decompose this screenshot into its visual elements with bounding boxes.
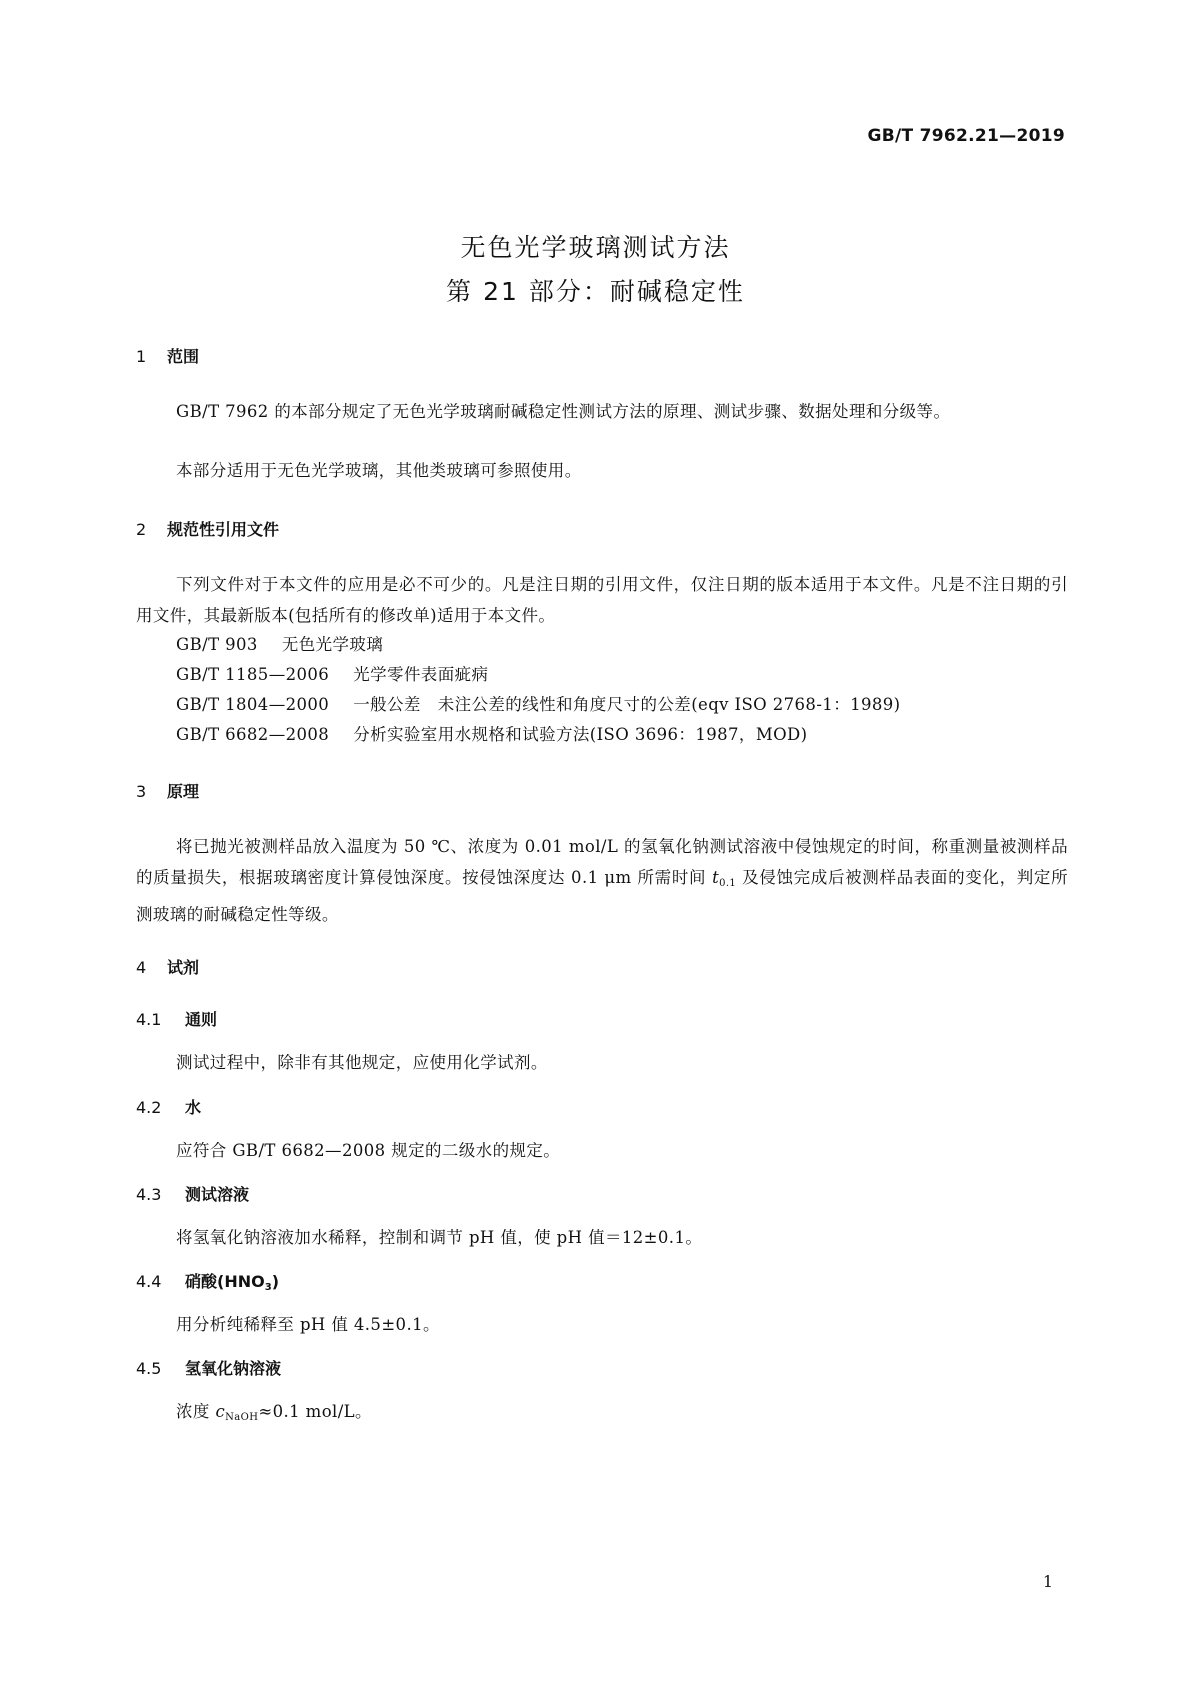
- section-number: 2: [136, 520, 147, 539]
- reference-title: 一般公差 未注公差的线性和角度尺寸的公差(eqv ISO 2768-1：1989): [353, 695, 901, 714]
- section-1-paragraph-2: 本部分适用于无色光学玻璃，其他类玻璃可参照使用。: [176, 461, 582, 480]
- document-subtitle: 第 21 部分：耐碱稳定性: [446, 277, 745, 306]
- subsection-title: 硝酸(: [185, 1272, 225, 1291]
- section-4-heading: [136, 955, 199, 978]
- subsection-4-2-text: 应符合 GB/T 6682—2008 规定的二级水的规定。: [176, 1141, 561, 1160]
- reference-code: GB/T 6682—2008: [176, 725, 330, 744]
- reference-item: [176, 691, 901, 715]
- section-title: 原理: [167, 782, 200, 801]
- section-number: 1: [136, 347, 147, 366]
- subsection-4-1-heading: [136, 1007, 217, 1030]
- section-number: 3: [136, 782, 147, 801]
- subsection-number: 4.2: [136, 1098, 162, 1117]
- document-title: 无色光学玻璃测试方法: [460, 233, 731, 262]
- reference-code: GB/T 1185—2006: [176, 665, 330, 684]
- reference-code: GB/T 1804—2000: [176, 695, 330, 714]
- reference-title: 分析实验室用水规格和试验方法(ISO 3696：1987，MOD): [353, 725, 808, 744]
- concentration-label: 浓度: [176, 1402, 216, 1421]
- subsection-4-5-heading: [136, 1356, 281, 1379]
- time-symbol-subscript: 0.1: [719, 878, 737, 889]
- section-title: 试剂: [167, 958, 200, 977]
- section-title: 规范性引用文件: [167, 520, 280, 539]
- section-number: 4: [136, 958, 147, 977]
- subsection-4-3-text: 将氢氧化钠溶液加水稀释，控制和调节 pH 值，使 pH 值＝12±0.1。: [176, 1228, 703, 1247]
- subsection-title-end: ): [271, 1272, 279, 1291]
- page-number: 1: [1042, 1572, 1053, 1591]
- time-symbol: t: [712, 868, 720, 887]
- section-2-heading: [136, 517, 279, 540]
- chemical-formula: HNO: [224, 1272, 265, 1291]
- subsection-title: 氢氧化钠溶液: [185, 1359, 282, 1378]
- subsection-4-4-text: 用分析纯稀释至 pH 值 4.5±0.1。: [176, 1315, 440, 1334]
- reference-code: GB/T 903: [176, 635, 258, 654]
- subsection-title: 测试溶液: [185, 1185, 250, 1204]
- subsection-number: 4.4: [136, 1272, 162, 1291]
- reference-item: [176, 661, 488, 685]
- subsection-4-2-heading: [136, 1095, 201, 1118]
- section-title: 范围: [167, 347, 200, 366]
- reference-item: [176, 721, 808, 745]
- subsection-4-4-heading: [136, 1269, 279, 1293]
- subsection-4-5-text: [176, 1398, 372, 1423]
- reference-title: 无色光学玻璃: [281, 635, 384, 654]
- subsection-title: 通则: [185, 1010, 218, 1029]
- concentration-symbol-subscript: NaOH: [225, 1412, 259, 1423]
- section-1-paragraph-1: GB/T 7962 的本部分规定了无色光学玻璃耐碱稳定性测试方法的原理、测试步骤、数据处理和分级等。: [176, 402, 951, 421]
- subsection-number: 4.1: [136, 1010, 162, 1029]
- subsection-title: 水: [185, 1098, 202, 1117]
- principle-text: 将已抛光被测样品放入温度为 50 ℃、浓度为 0.01 mol/L 的氢氧化钠测试溶液中侵蚀规定的时间，称重测量被测样品的质量损失，根据玻璃密度计算侵蚀深度。按侵蚀深度达 0.1 μm 所需时间: [136, 837, 1068, 887]
- section-2-paragraph-1: 下列文件对于本文件的应用是必不可少的。凡是注日期的引用文件，仅注日期的版本适用于本文件。凡是不注日期的引用文件，其最新版本(包括所有的修改单)适用于本文件。: [136, 575, 1068, 625]
- subsection-number: 4.3: [136, 1185, 162, 1204]
- reference-title: 光学零件表面疵病: [353, 665, 489, 684]
- concentration-value: ≈0.1 mol/L。: [258, 1402, 372, 1421]
- subsection-4-3-heading: [136, 1182, 249, 1205]
- section-3-heading: [136, 779, 199, 802]
- subsection-number: 4.5: [136, 1359, 162, 1378]
- subsection-4-1-text: 测试过程中，除非有其他规定，应使用化学试剂。: [176, 1053, 548, 1072]
- chemical-formula-subscript: 3: [264, 1282, 272, 1293]
- concentration-symbol: c: [215, 1402, 226, 1421]
- section-3-paragraph-1: [136, 831, 1068, 930]
- standard-code: GB/T 7962.21—2019: [867, 126, 1065, 146]
- principle-text-continued: 及侵蚀完成后被测样品表面的变化，判定所测玻璃的耐碱稳定性等级。: [136, 868, 1068, 924]
- reference-item: [176, 631, 383, 655]
- section-1-heading: [136, 344, 199, 367]
